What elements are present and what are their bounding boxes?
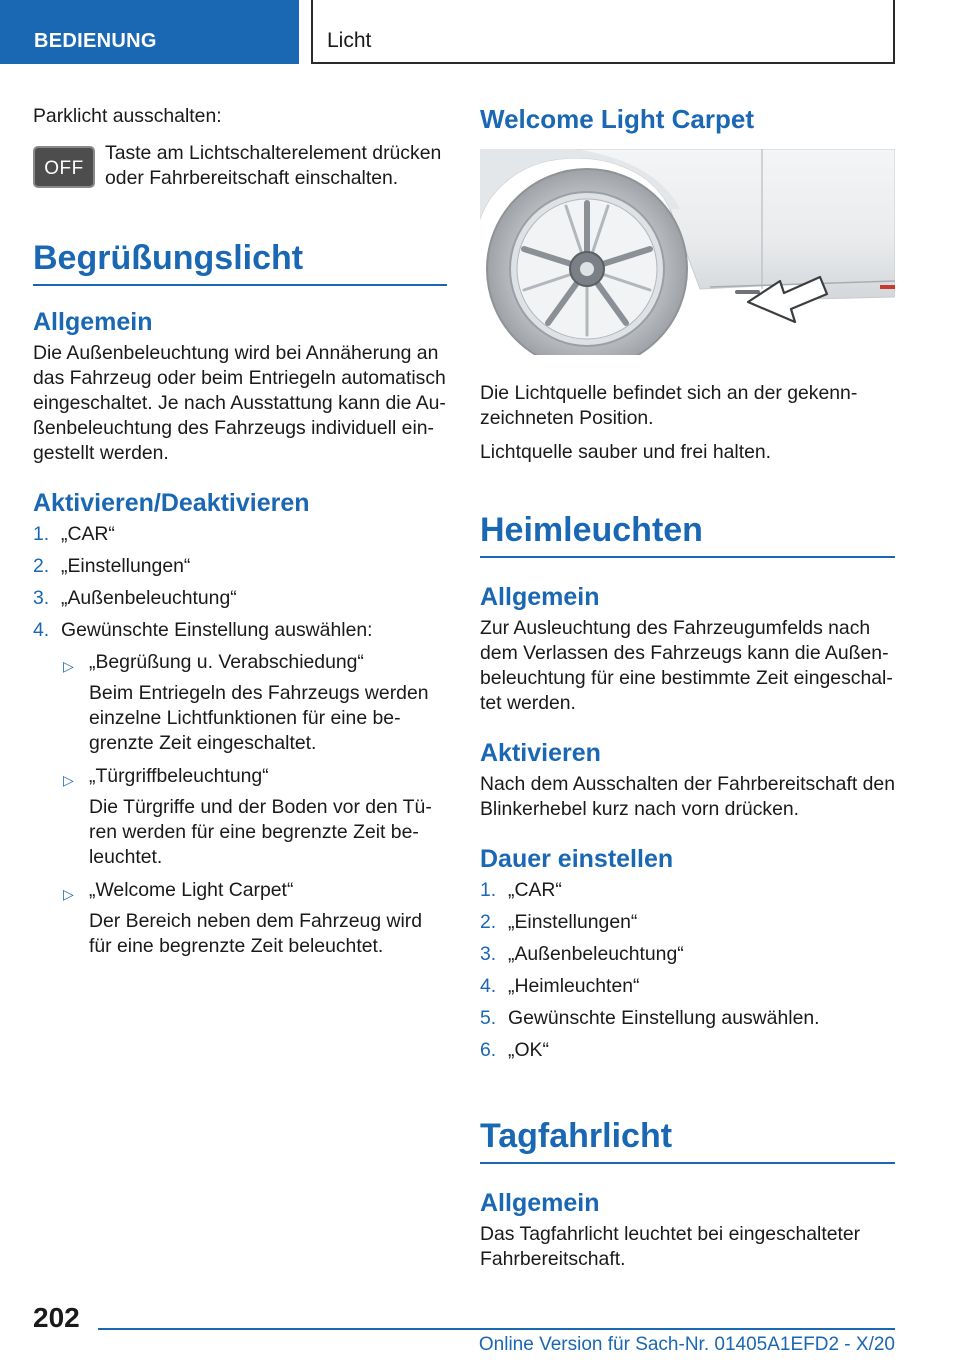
welcome-carpet-text — [480, 381, 895, 465]
heading-welcome-carpet: Welcome Light Carpet — [480, 104, 755, 134]
step-number: 6. — [480, 1038, 497, 1061]
step-text: Gewünschte Einstellung auswählen: — [61, 618, 373, 641]
option-desc: Der Bereich neben dem Fahrzeug wird für eine begrenzte Zeit beleuchtet. — [89, 909, 423, 957]
parklicht-intro: Parklicht ausschalten: — [33, 105, 222, 127]
heading-allgemein: Allgemein — [33, 307, 153, 336]
heimleuchten-section — [480, 510, 895, 1070]
heimleuchten-allgemein-text: Zur Ausleuchtung des Fahrzeugumfelds nach dem Verlassen des Fahrzeugs kann die Außenbeleuchtung für eine bestimmte Zeit eingeschaltet werden. — [480, 616, 893, 714]
page-number: 202 — [33, 1302, 80, 1333]
step-text: „Außenbeleuchtung“ — [508, 942, 684, 965]
welcome-carpet-section — [480, 104, 895, 134]
chapter-title: Licht — [311, 0, 895, 64]
heading-dauer-einstellen: Dauer einstellen — [480, 844, 674, 873]
option-label: „Türgriffbeleuchtung“ — [89, 764, 269, 787]
option-item — [61, 764, 447, 870]
steps-list — [33, 522, 447, 959]
heading-allgemein: Allgemein — [480, 582, 600, 611]
section-tab: BEDIENUNG — [0, 0, 299, 64]
step-number: 4. — [480, 974, 497, 997]
step-number: 1. — [33, 522, 50, 545]
heading-heimleuchten: Heimleuchten — [480, 511, 703, 549]
step-number: 2. — [480, 910, 497, 933]
online-version-link[interactable]: Online Version für Sach-Nr. 01405A1EFD2 - X/20 — [478, 1334, 895, 1355]
list-item — [33, 586, 447, 611]
car-wheel-illustration — [480, 149, 895, 355]
heading-tagfahrlicht: Tagfahrlicht — [480, 1117, 673, 1155]
list-item — [480, 1006, 895, 1031]
footer-rule — [98, 1328, 895, 1330]
step-number: 3. — [480, 942, 497, 965]
step-number: 4. — [33, 618, 50, 641]
list-item — [33, 522, 447, 547]
parklicht-block — [33, 104, 447, 189]
heimleuchten-aktivieren-text: Nach dem Ausschalten der Fahrbereitschaft den Blinkerhebel kurz nach vorn drücken. — [480, 772, 895, 820]
heading-allgemein: Allgemein — [480, 1188, 600, 1217]
triangle-bullet-icon: ▷ — [63, 771, 74, 788]
heading-rule — [480, 1162, 895, 1164]
step-number: 2. — [33, 554, 50, 577]
begruessungslicht-section — [33, 238, 447, 967]
triangle-bullet-icon: ▷ — [63, 657, 74, 674]
option-item — [61, 650, 447, 756]
step-number: 5. — [480, 1006, 497, 1029]
step-text: „CAR“ — [61, 522, 115, 545]
list-item — [480, 878, 895, 903]
triangle-bullet-icon: ▷ — [63, 885, 74, 902]
option-label: „Begrüßung u. Verabschiedung“ — [89, 650, 364, 673]
step-text: „CAR“ — [508, 878, 562, 901]
step-text: „Einstellungen“ — [508, 910, 638, 933]
carpet-note: Lichtquelle sauber und frei halten. — [480, 441, 772, 463]
step-number: 1. — [480, 878, 497, 901]
options-list — [61, 650, 447, 959]
parklicht-text: Taste am Lichtschalterelement drücken oder Fahrbereitschaft einschalten. — [105, 142, 442, 189]
tagfahrlicht-text: Das Tagfahrlicht leuchtet bei eingeschalteter Fahrbereitschaft. — [480, 1222, 861, 1270]
step-text: „Außenbeleuchtung“ — [61, 586, 237, 609]
step-text: Gewünschte Einstellung auswählen. — [508, 1006, 820, 1029]
step-text: „OK“ — [508, 1038, 549, 1061]
list-item — [480, 910, 895, 935]
option-item — [61, 878, 447, 959]
list-item — [480, 942, 895, 967]
heading-aktivieren: Aktivieren — [480, 738, 601, 767]
list-item — [33, 618, 447, 959]
heading-begruessungslicht: Begrüßungslicht — [33, 239, 304, 277]
step-text: „Einstellungen“ — [61, 554, 191, 577]
heading-aktivieren-deaktivieren: Aktivieren/Deaktivieren — [33, 488, 310, 517]
step-number: 3. — [33, 586, 50, 609]
list-item — [480, 974, 895, 999]
option-desc: Die Türgriffe und der Boden vor den Türen werden für eine begrenzte Zeit beleuchtet. — [89, 795, 432, 868]
off-button-icon: OFF — [33, 146, 95, 188]
allgemein-text: Die Außenbeleuchtung wird bei Annäherung an das Fahrzeug oder beim Entriegeln automatisch eingeschaltet. Je nach Ausstattung kann die Außenbeleuchtung des Fahrzeugs individuell eingestellt werden. — [33, 341, 446, 464]
step-text: „Heimleuchten“ — [508, 974, 640, 997]
list-item — [480, 1038, 895, 1063]
tagfahrlicht-section — [480, 1116, 895, 1272]
carpet-caption: Die Lichtquelle befindet sich an der gekennzeichneten Position. — [480, 382, 858, 429]
dauer-steps-list — [480, 878, 895, 1063]
option-label: „Welcome Light Carpet“ — [89, 878, 294, 901]
heading-rule — [33, 284, 447, 286]
list-item — [33, 554, 447, 579]
heading-rule — [480, 556, 895, 558]
option-desc: Beim Entriegeln des Fahrzeugs werden einzelne Lichtfunktionen für eine begrenzte Zeit eingeschaltet. — [89, 681, 429, 754]
